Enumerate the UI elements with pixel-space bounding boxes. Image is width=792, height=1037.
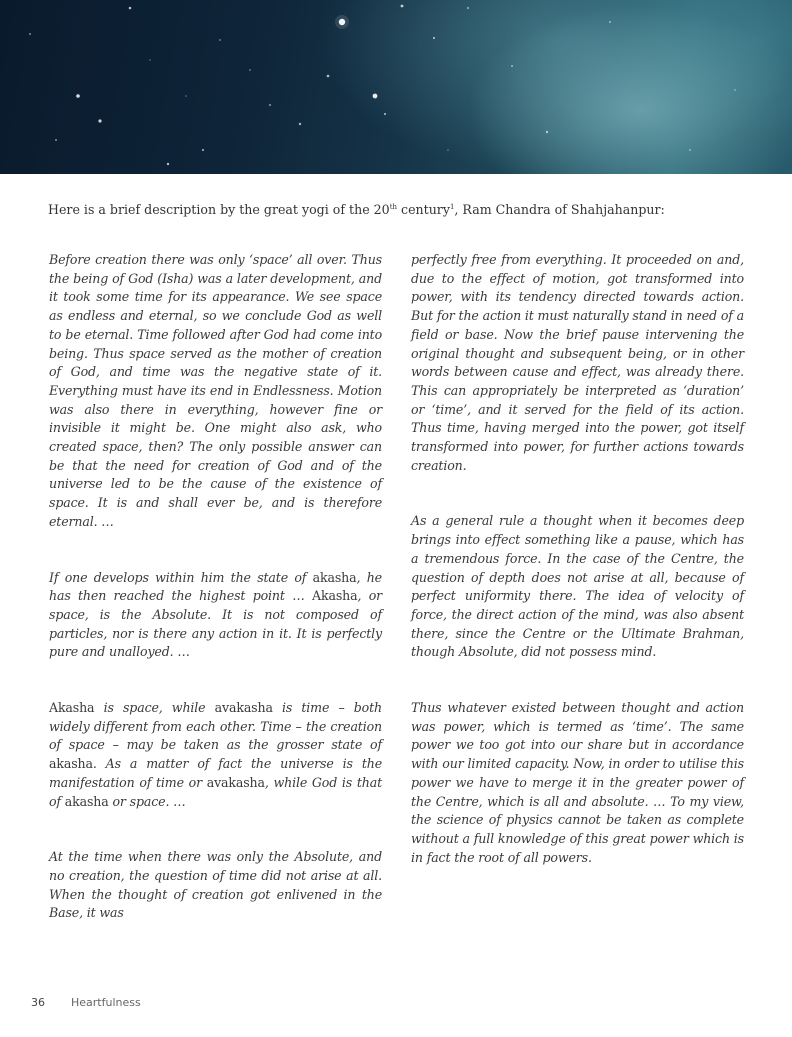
right-column: [411, 251, 744, 867]
term-akasha: akasha: [49, 756, 93, 772]
page-footer: [31, 996, 141, 1009]
term-avakasha: avakasha: [206, 774, 265, 790]
text-run: , he has then reached the highest point …: [49, 569, 382, 604]
text-run: or space. …: [108, 793, 186, 809]
quote-paragraph-2: [49, 569, 382, 663]
star-icon: [0, 0, 792, 174]
text-run: , or space, is the Absolute. It is not composed of particles, nor is there any action in it. It is perfectly pure and unalloyed. …: [49, 588, 382, 660]
quote-paragraph-7: Thus whatever existed between thought and action was power, which is termed as ‘time’. The same power we too got into our share but in accordance with our limited capacity. Now, in order to utilise this power we have to merge it in the greater power of the Centre, which is all and absolute. … To my view, the science of physics cannot be taken as complete without a full knowledge of this great power which is in fact the root of all powers.: [411, 700, 744, 865]
quote-paragraph-3: [49, 699, 382, 811]
footnote-ref[interactable]: 1: [449, 203, 455, 211]
quote-paragraph-6: As a general rule a thought when it becomes deep brings into effect something like a pause, which has a tremendous force. In the case of the Centre, the question of depth does not arise at all, because of perfect uniformity there. The idea of velocity of force, the direct action of the mind, was also absent there, since the Centre or the Ultimate Brahman, though Absolute, did not possess mind.: [411, 513, 744, 660]
quote-paragraph-4: At the time when there was only the Absolute, and no creation, the question of time did not arise at all. When the thought of creation got enlivened in the Base, it was: [49, 849, 382, 921]
intro-line: [48, 201, 748, 219]
text-run: If one develops within him the state of: [49, 569, 313, 585]
publication-name: Heartfulness: [71, 996, 141, 1009]
term-akasha: akasha: [64, 793, 109, 809]
header-starfield-image: [0, 0, 792, 174]
intro-text: century: [397, 202, 450, 217]
quote-paragraph-5: perfectly free from everything. It proceeded on and, due to the effect of motion, got transformed into power, with its tendency directed towards action. But for the action it must naturally stand in need of a field or base. Now the brief pause intervening the original thought and subsequent being, or in other words between cause and effect, was already there. This can appropriately be interpreted as ‘duration’ or ‘time’, and it served for the field of its action. Thus time, having merged into the power, got itself transformed into power, for further actions towards creation.: [411, 252, 744, 473]
text-run: . As a matter of fact the universe is the manifestation of time or: [49, 756, 382, 790]
text-run: is time – both widely different from each other. Time – the creation of space – may be taken as the grosser state of: [49, 700, 382, 753]
left-column: [49, 251, 382, 923]
intro-text: , Ram Chandra of Shahjahanpur:: [454, 202, 665, 217]
quote-paragraph-1: Before creation there was only ‘space’ all over. Thus the being of God (Isha) was a later development, and it took some time for its appearance. We see space as endless and eternal, so we conclude God as well to be eternal. Time followed after God had come into being. Thus space served as the mother of creation of God, and time was the negative state of it. Everything must have its end in Endlessness. Motion was also there in everything, however fine or invisible it might be. One might also ask, who created space, then? The only possible answer can be that the need for creation of God and of the universe led to be the cause of the existence of space. It is and shall ever be, and is therefore eternal. …: [49, 252, 382, 529]
term-akasha: Akasha: [49, 700, 95, 716]
term-avakasha: avakasha: [214, 700, 273, 716]
text-run: , while God is that of: [49, 774, 382, 809]
page-number: 36: [31, 996, 45, 1009]
ordinal-superscript: th: [389, 203, 398, 211]
term-akasha: Akasha: [312, 588, 358, 604]
term-akasha: akasha: [312, 569, 357, 585]
text-run: is space, while: [94, 700, 215, 716]
intro-text: Here is a brief description by the great yogi of the 20: [48, 202, 390, 217]
